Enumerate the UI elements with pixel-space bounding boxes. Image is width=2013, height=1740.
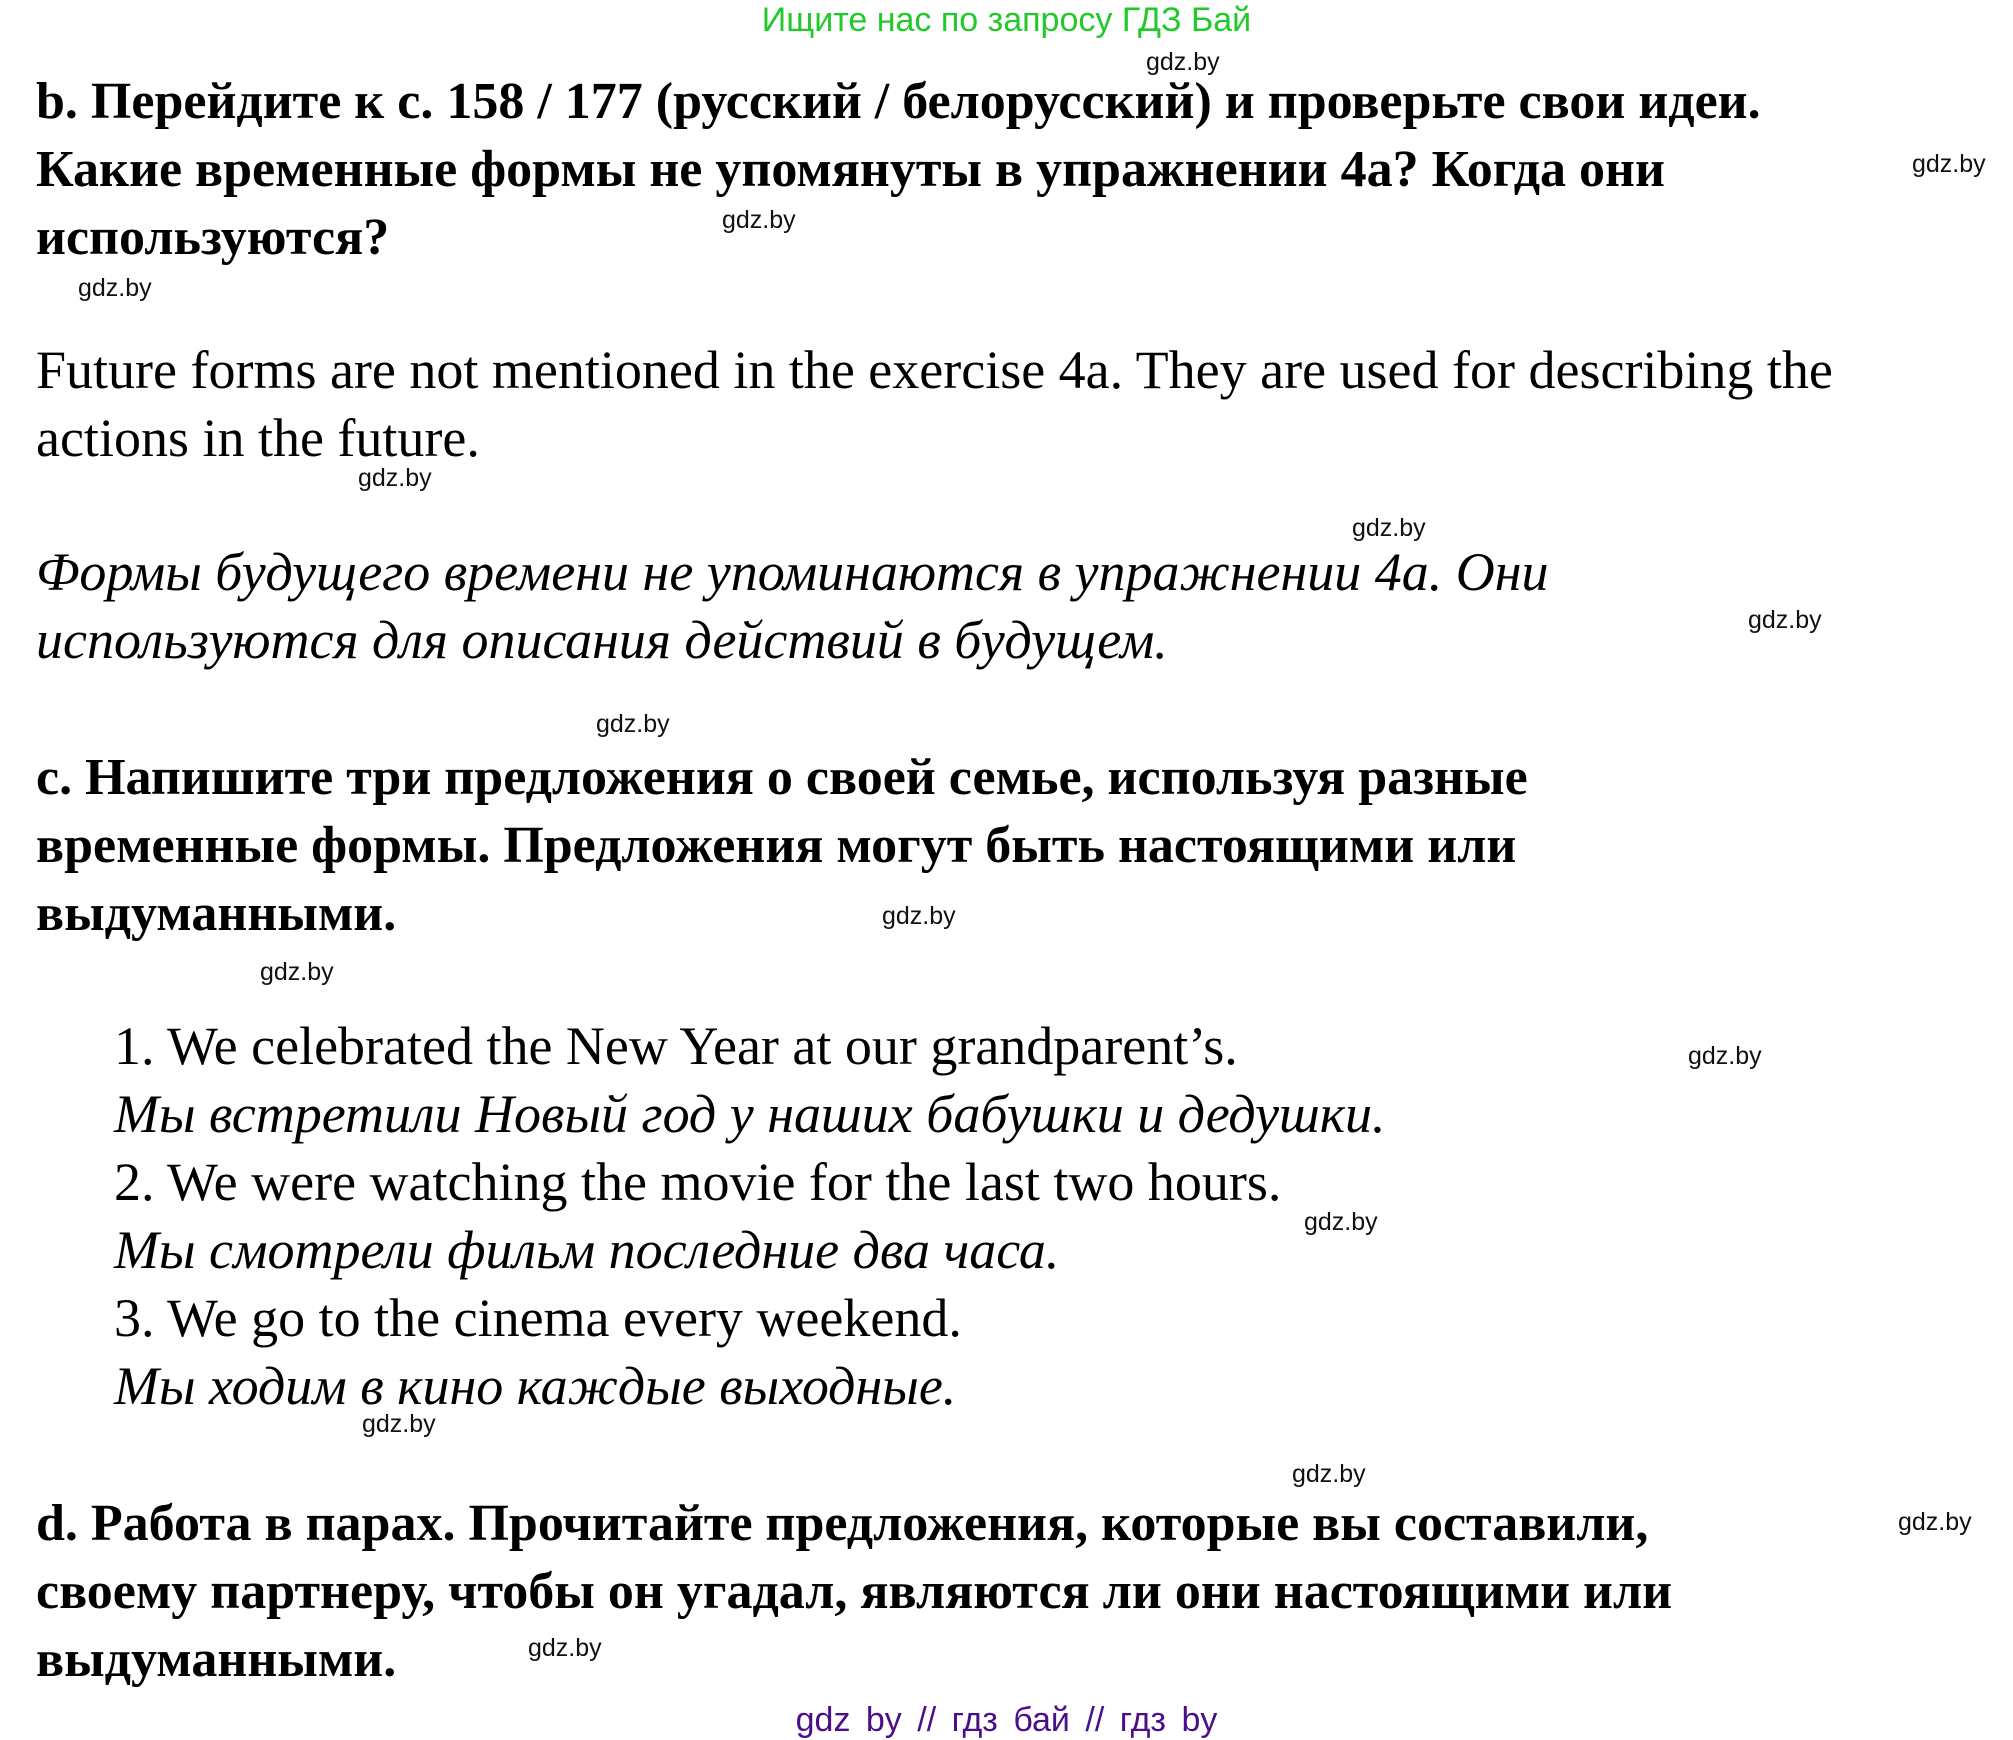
answer-ru-line-2: используются для описания действий в будущем. bbox=[36, 610, 1168, 670]
answer-en-line-1: Future forms are not mentioned in the exercise 4a. They are used for describing the bbox=[36, 340, 1833, 400]
watermark: gdz.by bbox=[882, 902, 956, 930]
section-d-prompt-line-1: d. Работа в парах. Прочитайте предложения, которые вы составили, bbox=[36, 1495, 1649, 1552]
list-item-1-en: 1. We celebrated the New Year at our grandparent’s. bbox=[114, 1016, 1238, 1076]
section-d-prompt-line-3: выдуманными. bbox=[36, 1631, 397, 1688]
section-b-prompt-line-3: используются? bbox=[36, 209, 390, 266]
list-item-2-ru: Мы смотрели фильм последние два часа. bbox=[114, 1220, 1060, 1280]
section-c-prompt-line-1: c. Напишите три предложения о своей семье, используя разные bbox=[36, 749, 1528, 806]
section-c-prompt-line-2: временные формы. Предложения могут быть настоящими или bbox=[36, 817, 1517, 874]
answer-en-line-2: actions in the future. bbox=[36, 408, 480, 468]
search-banner: Ищите нас по запросу ГДЗ Бай bbox=[761, 1, 1252, 39]
watermark: gdz.by bbox=[722, 206, 796, 234]
watermark: gdz.by bbox=[1912, 150, 1986, 178]
section-d-prompt-line-2: своему партнеру, чтобы он угадал, являются ли они настоящими или bbox=[36, 1563, 1673, 1620]
watermark: gdz.by bbox=[78, 274, 152, 302]
watermark: gdz.by bbox=[1292, 1460, 1366, 1488]
watermark: gdz.by bbox=[596, 710, 670, 738]
watermark: gdz.by bbox=[362, 1410, 436, 1438]
watermark: gdz.by bbox=[528, 1634, 602, 1662]
section-b-prompt-line-2: Какие временные формы не упомянуты в упражнении 4a? Когда они bbox=[36, 141, 1665, 198]
watermark: gdz.by bbox=[1898, 1508, 1972, 1536]
answer-ru-line-1: Формы будущего времени не упоминаются в упражнении 4а. Они bbox=[36, 542, 1549, 602]
watermark: gdz.by bbox=[1688, 1042, 1762, 1070]
list-item-3-en: 3. We go to the cinema every weekend. bbox=[114, 1288, 962, 1348]
watermark: gdz.by bbox=[260, 958, 334, 986]
list-item-3-ru: Мы ходим в кино каждые выходные. bbox=[114, 1356, 957, 1416]
section-b-prompt-line-1: b. Перейдите к с. 158 / 177 (русский / белорусский) и проверьте свои идеи. bbox=[36, 73, 1761, 130]
watermark: gdz.by bbox=[1304, 1208, 1378, 1236]
list-item-2-en: 2. We were watching the movie for the last two hours. bbox=[114, 1152, 1282, 1212]
watermark: gdz.by bbox=[1352, 514, 1426, 542]
watermark: gdz.by bbox=[1146, 48, 1220, 76]
watermark: gdz.by bbox=[1748, 606, 1822, 634]
watermark: gdz.by bbox=[358, 464, 432, 492]
list-item-1-ru: Мы встретили Новый год у наших бабушки и дедушки. bbox=[114, 1084, 1386, 1144]
section-c-prompt-line-3: выдуманными. bbox=[36, 885, 397, 942]
footer-links: gdz by // гдз бай // гдз by bbox=[795, 1701, 1218, 1739]
